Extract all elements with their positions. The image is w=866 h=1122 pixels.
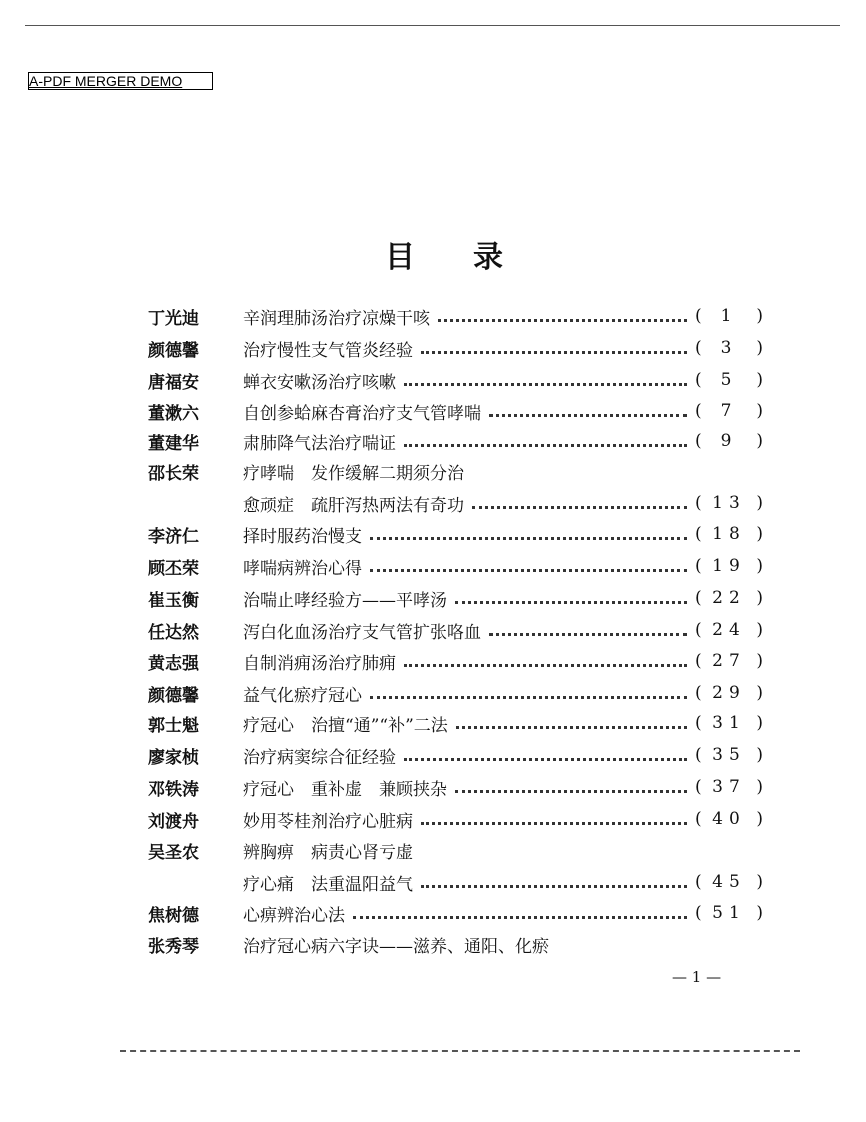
close-paren: ) — [756, 683, 763, 703]
toc-page-ref — [695, 683, 763, 703]
toc-page-ref — [695, 524, 763, 544]
toc-entry[interactable] — [148, 616, 763, 644]
close-paren: ) — [756, 713, 763, 733]
toc-title: 泻白化血汤治疗支气管扩张咯血 — [243, 622, 481, 643]
toc-author: 董漱六 — [148, 403, 199, 424]
toc-title: 疗冠心 治擅“通”“补”二法 — [243, 715, 448, 736]
toc-author: 李济仁 — [148, 526, 199, 547]
toc-leader-dots — [404, 379, 687, 386]
toc-page-number: 22 — [712, 588, 746, 608]
toc-leader-dots — [489, 629, 687, 636]
toc-entry[interactable] — [148, 366, 763, 394]
toc-title: 妙用苓桂剂治疗心脏病 — [243, 811, 413, 832]
toc-title: 益气化瘀疗冠心 — [243, 685, 362, 706]
toc-leader-dots — [489, 410, 687, 417]
toc-title: 治疗慢性支气管炎经验 — [243, 340, 413, 361]
toc-leader-dots — [421, 818, 687, 825]
toc-title: 疗冠心 重补虚 兼顾挟杂 — [243, 779, 447, 800]
open-paren: ( — [695, 903, 702, 923]
toc-leader-dots — [456, 722, 687, 729]
toc-entry[interactable] — [148, 805, 763, 833]
toc-title: 自创参蛤麻杏膏治疗支气管哮喘 — [243, 403, 481, 424]
toc-entry[interactable] — [148, 520, 763, 548]
open-paren: ( — [695, 401, 702, 421]
page-title: 目录 — [385, 240, 561, 275]
toc-title: 哮喘病辨治心得 — [243, 558, 362, 579]
toc-author: 邓铁涛 — [148, 779, 199, 800]
toc-title: 肃肺降气法治疗喘证 — [243, 433, 396, 454]
toc-page-number: 51 — [712, 903, 746, 923]
close-paren: ) — [756, 493, 763, 513]
toc-page-ref — [695, 651, 763, 671]
toc-title: 辨胸痹 病责心肾亏虚 — [243, 842, 413, 863]
toc-page-number: 29 — [712, 683, 746, 703]
toc-author: 廖家桢 — [148, 747, 199, 768]
open-paren: ( — [695, 777, 702, 797]
toc-entry[interactable] — [148, 397, 763, 425]
close-paren: ) — [756, 903, 763, 923]
open-paren: ( — [695, 493, 702, 513]
toc-page-ref — [695, 872, 763, 892]
toc-page-ref — [695, 306, 763, 326]
toc-leader-dots — [404, 660, 687, 667]
toc-title: 治疗病窦综合征经验 — [243, 747, 396, 768]
toc-author: 郭士魁 — [148, 715, 199, 736]
toc-author: 董建华 — [148, 433, 199, 454]
toc-leader-dots — [370, 692, 687, 699]
open-paren: ( — [695, 556, 702, 576]
open-paren: ( — [695, 370, 702, 390]
toc-page-ref — [695, 338, 763, 358]
toc-leader-dots — [370, 565, 687, 572]
toc-entry[interactable] — [148, 773, 763, 801]
toc-page-ref — [695, 370, 763, 390]
toc-page-number: 13 — [712, 493, 746, 513]
toc-entry[interactable] — [148, 899, 763, 927]
open-paren: ( — [695, 745, 702, 765]
toc-title: 愈顽症 疏肝泻热两法有奇功 — [243, 495, 464, 516]
toc-page-ref — [695, 713, 763, 733]
toc-page-ref — [695, 588, 763, 608]
toc-page-ref — [695, 809, 763, 829]
close-paren: ) — [756, 306, 763, 326]
toc-page-number: 5 — [720, 370, 738, 390]
toc-author: 张秀琴 — [148, 936, 199, 957]
open-paren: ( — [695, 338, 702, 358]
open-paren: ( — [695, 588, 702, 608]
toc-title: 蝉衣安嗽汤治疗咳嗽 — [243, 372, 396, 393]
toc-entry[interactable] — [148, 334, 763, 362]
close-paren: ) — [756, 401, 763, 421]
toc-title: 疗心痛 法重温阳益气 — [243, 874, 413, 895]
close-paren: ) — [756, 777, 763, 797]
toc-title: 辛润理肺汤治疗凉燥干咳 — [243, 308, 430, 329]
toc-leader-dots — [472, 502, 687, 509]
toc-page-ref — [695, 493, 763, 513]
open-paren: ( — [695, 306, 702, 326]
open-paren: ( — [695, 872, 702, 892]
toc-page-number: 37 — [712, 777, 746, 797]
toc-author: 任达然 — [148, 622, 199, 643]
toc-author: 刘渡舟 — [148, 811, 199, 832]
toc-page-number: 24 — [712, 620, 746, 640]
toc-page-number: 27 — [712, 651, 746, 671]
open-paren: ( — [695, 651, 702, 671]
toc-author: 颜德馨 — [148, 685, 199, 706]
toc-title: 自制消痈汤治疗肺痈 — [243, 653, 396, 674]
close-paren: ) — [756, 620, 763, 640]
open-paren: ( — [695, 683, 702, 703]
toc-page-number: 7 — [720, 401, 738, 421]
toc-entry[interactable] — [148, 709, 763, 737]
toc-entry[interactable] — [148, 647, 763, 675]
toc-page-ref — [695, 903, 763, 923]
toc-page-number: 1 — [720, 306, 738, 326]
toc-title: 心痹辨治心法 — [243, 905, 345, 926]
toc-author: 顾丕荣 — [148, 558, 199, 579]
toc-page-ref — [695, 777, 763, 797]
toc-title: 疗哮喘 发作缓解二期须分治 — [243, 463, 464, 484]
toc-page-ref — [695, 401, 763, 421]
toc-entry[interactable] — [148, 584, 763, 612]
toc-author: 颜德馨 — [148, 340, 199, 361]
toc-page-number: 31 — [712, 713, 746, 733]
toc-entry[interactable] — [148, 836, 763, 864]
toc-entry[interactable] — [148, 552, 763, 580]
toc-entry[interactable] — [148, 489, 763, 517]
toc-entry[interactable] — [148, 679, 763, 707]
toc-page-number: 9 — [720, 431, 738, 451]
toc-page-number: 18 — [712, 524, 746, 544]
toc-page-number: 40 — [712, 809, 746, 829]
toc-page-number: 35 — [712, 745, 746, 765]
toc-leader-dots — [404, 754, 687, 761]
toc-leader-dots — [404, 440, 687, 447]
toc-page-ref — [695, 556, 763, 576]
toc-entry[interactable] — [148, 427, 763, 455]
toc-leader-dots — [455, 786, 687, 793]
page-number: — 1 — — [672, 968, 722, 986]
close-paren: ) — [756, 588, 763, 608]
toc-author: 丁光迪 — [148, 308, 199, 329]
close-paren: ) — [756, 338, 763, 358]
toc-leader-dots — [353, 912, 687, 919]
toc-title: 治疗冠心病六字诀——滋养、通阳、化瘀 — [243, 936, 549, 957]
close-paren: ) — [756, 370, 763, 390]
toc-page-ref — [695, 745, 763, 765]
toc-author: 焦树德 — [148, 905, 199, 926]
toc-page-ref — [695, 431, 763, 451]
toc-title: 治喘止哮经验方——平哮汤 — [243, 590, 447, 611]
toc-leader-dots — [438, 315, 687, 322]
open-paren: ( — [695, 809, 702, 829]
toc-page-ref — [695, 620, 763, 640]
toc-author: 崔玉衡 — [148, 590, 199, 611]
toc-entry[interactable] — [148, 930, 763, 958]
toc-leader-dots — [455, 597, 687, 604]
open-paren: ( — [695, 431, 702, 451]
toc-page-number: 19 — [712, 556, 746, 576]
open-paren: ( — [695, 620, 702, 640]
toc-leader-dots — [421, 881, 687, 888]
close-paren: ) — [756, 651, 763, 671]
toc-entry[interactable] — [148, 457, 763, 485]
top-rule — [25, 25, 840, 26]
toc-entry[interactable] — [148, 741, 763, 769]
toc-entry[interactable] — [148, 868, 763, 896]
open-paren: ( — [695, 713, 702, 733]
close-paren: ) — [756, 872, 763, 892]
toc-page-number: 3 — [720, 338, 738, 358]
close-paren: ) — [756, 431, 763, 451]
toc-leader-dots — [370, 533, 687, 540]
toc-author: 邵长荣 — [148, 463, 199, 484]
toc-title: 择时服药治慢支 — [243, 526, 362, 547]
close-paren: ) — [756, 524, 763, 544]
open-paren: ( — [695, 524, 702, 544]
toc-author: 唐福安 — [148, 372, 199, 393]
bottom-scan-line — [120, 1050, 800, 1052]
toc-author: 吴圣农 — [148, 842, 199, 863]
close-paren: ) — [756, 809, 763, 829]
watermark-label: A-PDF MERGER DEMO — [28, 72, 213, 90]
toc-author: 黄志强 — [148, 653, 199, 674]
toc-page-number: 45 — [712, 872, 746, 892]
toc-leader-dots — [421, 347, 687, 354]
close-paren: ) — [756, 745, 763, 765]
close-paren: ) — [756, 556, 763, 576]
toc-entry[interactable] — [148, 302, 763, 330]
